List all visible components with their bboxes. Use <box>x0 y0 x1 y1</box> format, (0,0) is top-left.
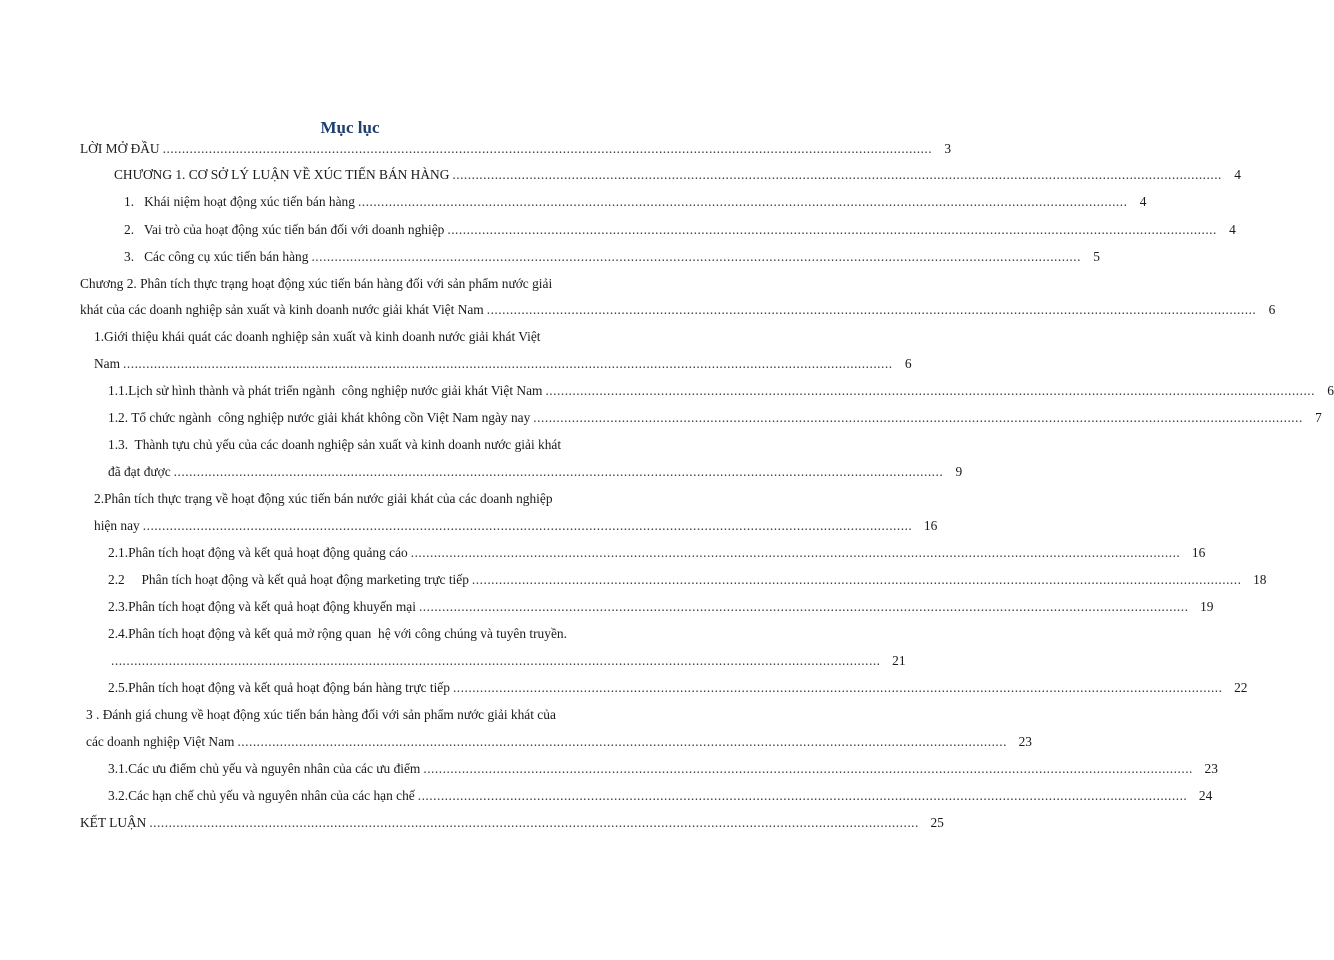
toc-entry-text: 2.4.Phân tích hoạt động và kết quả mở rộng quan hệ với công chúng và tuyên truyền. <box>108 626 567 641</box>
toc-entry <box>124 248 1100 266</box>
toc-entry-page: 7 <box>1315 410 1322 425</box>
dot-leader: ........................................................................................................................................................................................................ <box>418 599 1189 614</box>
toc-entry-text: đã đạt được <box>108 464 171 479</box>
toc-entry-page: 21 <box>892 653 906 668</box>
toc-entry-text: Chương 2. Phân tích thực trạng hoạt động xúc tiến bán hàng đối với sản phẩm nước giải <box>80 276 553 291</box>
toc-entry <box>80 140 952 158</box>
toc-entry-text: 3 . Đánh giá chung về hoạt động xúc tiến bán hàng đối với sản phẩm nước giải khát của <box>86 707 556 722</box>
toc-entry-text: 3.1.Các ưu điểm chủ yếu và nguyên nhân của các ưu điểm <box>108 761 421 776</box>
toc-entry-text: Nam <box>94 356 121 371</box>
dot-leader: ........................................................................................................................................................................................................ <box>410 545 1181 560</box>
dot-leader: ........................................................................................................................................................................................................ <box>111 653 881 668</box>
toc-entry <box>94 328 616 346</box>
toc-entry <box>108 598 1214 616</box>
toc-entry-page: 6 <box>904 356 912 371</box>
toc-entry <box>108 463 963 481</box>
toc-entry-page: 24 <box>1198 788 1213 803</box>
toc-entry <box>80 275 616 293</box>
toc-entry-page: 23 <box>1204 761 1218 776</box>
toc-entry <box>124 193 1147 211</box>
toc-entry-text: 2.3.Phân tích hoạt động và kết quả hoạt động khuyến mại <box>108 599 416 614</box>
dot-leader: ........................................................................................................................................................................................................ <box>149 815 919 830</box>
toc-entry-text: hiện nay <box>94 518 140 533</box>
toc-entry-text: 2.2 Phân tích hoạt động và kết quả hoạt động marketing trực tiếp <box>108 572 469 587</box>
toc-entry <box>94 355 912 373</box>
toc-entry-text: khát của các doanh nghiệp sản xuất và kinh doanh nước giải khát Việt Nam <box>80 302 484 317</box>
toc-entry-page: 18 <box>1253 572 1267 587</box>
toc-entry-page: 16 <box>1191 545 1206 560</box>
dot-leader: ........................................................................................................................................................................................................ <box>123 356 893 371</box>
toc-entry-text: KẾT LUẬN <box>80 815 147 830</box>
toc-entry-page: 3 <box>944 141 952 156</box>
toc-entry-page: 4 <box>1234 167 1241 182</box>
toc-entry <box>94 490 616 508</box>
toc-entry <box>108 382 1334 400</box>
dot-leader: ........................................................................................................................................................................................................ <box>452 167 1222 182</box>
toc-entry-page: 6 <box>1327 383 1334 398</box>
toc-entry-page: 25 <box>930 815 944 830</box>
toc-entry-page: 16 <box>923 518 938 533</box>
dot-leader: ........................................................................................................................................................................................................ <box>417 788 1188 803</box>
dot-leader: ........................................................................................................................................................................................................ <box>142 518 913 533</box>
toc-entry-text: 2. Vai trò của hoạt động xúc tiến bán đối với doanh nghiệp <box>124 222 445 237</box>
toc-entry <box>108 679 1248 697</box>
toc-entry <box>114 166 1241 184</box>
toc-entry-text: 2.1.Phân tích hoạt động và kết quả hoạt động quảng cáo <box>108 545 408 560</box>
dot-leader: ........................................................................................................................................................................................................ <box>447 222 1217 237</box>
toc-entry-text: 1.1.Lịch sử hình thành và phát triển ngành công nghiệp nước giải khát Việt Nam <box>108 383 543 398</box>
dot-leader: ........................................................................................................................................................................................................ <box>311 249 1081 264</box>
toc-entry <box>108 787 1213 805</box>
toc-entry-text: 1.3. Thành tựu chủ yếu của các doanh nghiệp sản xuất và kinh doanh nước giải khát <box>108 437 562 452</box>
toc-entry <box>94 517 938 535</box>
dot-leader: ........................................................................................................................................................................................................ <box>237 734 1007 749</box>
toc-entry <box>86 733 1032 751</box>
dot-leader: ........................................................................................................................................................................................................ <box>533 410 1303 425</box>
toc-entry-page: 9 <box>955 464 963 479</box>
dot-leader: ........................................................................................................................................................................................................ <box>173 464 944 479</box>
toc-title: Mục lục <box>320 118 380 137</box>
toc-entry <box>80 301 1276 319</box>
toc-entry-text: 3.2.Các hạn chế chủ yếu và nguyên nhân của các hạn chế <box>108 788 415 803</box>
toc-entry-page: 19 <box>1200 599 1214 614</box>
dot-leader: ........................................................................................................................................................................................................ <box>423 761 1193 776</box>
toc-entry-page: 4 <box>1229 222 1236 237</box>
toc-entry-page: 23 <box>1018 734 1032 749</box>
toc-entry <box>108 625 624 643</box>
toc-entry <box>108 409 1322 427</box>
toc-entry <box>108 436 616 454</box>
toc-entry-text: các doanh nghiệp Việt Nam <box>86 734 235 749</box>
toc-entry-text: 2.5.Phân tích hoạt động và kết quả hoạt động bán hàng trực tiếp <box>108 680 450 695</box>
toc-entry <box>86 706 624 724</box>
toc-entry <box>108 544 1206 562</box>
dot-leader: ........................................................................................................................................................................................................ <box>545 383 1315 398</box>
toc-entry-page: 5 <box>1093 249 1100 264</box>
toc-entry <box>108 571 1267 589</box>
dot-leader: ........................................................................................................................................................................................................ <box>452 680 1223 695</box>
dot-leader: ........................................................................................................................................................................................................ <box>357 194 1128 209</box>
toc-entry-text: CHƯƠNG 1. CƠ SỞ LÝ LUẬN VỀ XÚC TIẾN BÁN HÀNG <box>114 167 450 182</box>
toc-entry <box>80 814 944 832</box>
toc-entry-text: 1. Khái niệm hoạt động xúc tiến bán hàng <box>124 194 355 209</box>
toc-entry <box>124 221 1236 239</box>
dot-leader: ........................................................................................................................................................................................................ <box>486 302 1257 317</box>
dot-leader: ........................................................................................................................................................................................................ <box>162 141 933 156</box>
toc-entry-text: 1.Giới thiệu khái quát các doanh nghiệp sản xuất và kinh doanh nước giải khát Việt <box>94 329 541 344</box>
toc-entry-text: 1.2. Tổ chức ngành công nghiệp nước giải khát không cồn Việt Nam ngày nay <box>108 410 531 425</box>
toc-entry-page: 4 <box>1139 194 1147 209</box>
toc-entry-text: 2.Phân tích thực trạng về hoạt động xúc tiến bán nước giải khát của các doanh nghiệp <box>94 491 553 506</box>
toc-entry-page: 6 <box>1268 302 1276 317</box>
toc-entry-text: 3. Các công cụ xúc tiến bán hàng <box>124 249 309 264</box>
toc-entry <box>108 652 906 670</box>
toc-entry-text: LỜI MỞ ĐẦU <box>80 141 160 156</box>
dot-leader: ........................................................................................................................................................................................................ <box>471 572 1242 587</box>
toc-entry-page: 22 <box>1234 680 1248 695</box>
toc-entry <box>108 760 1218 778</box>
